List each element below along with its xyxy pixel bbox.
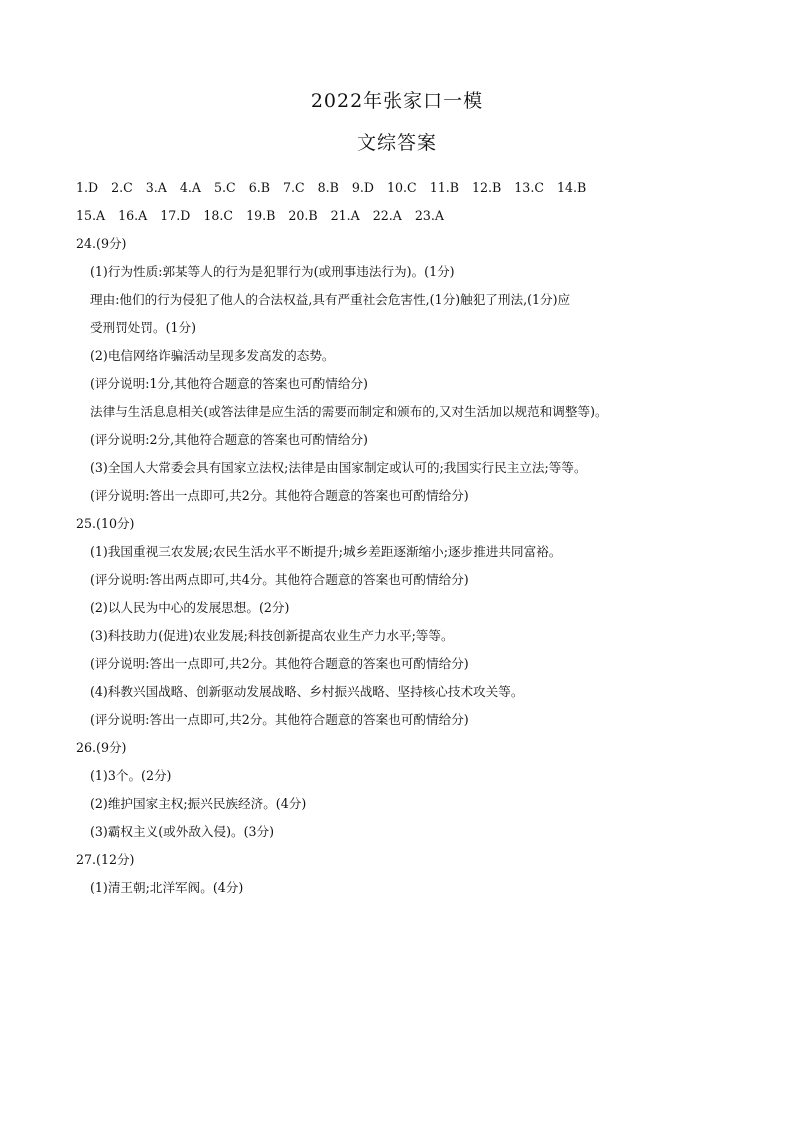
answer-line: (4)科教兴国战略、创新驱动发展战略、乡村振兴战略、坚持核心技术攻关等。 [90,684,524,699]
choice-answer: 23.A [414,208,445,223]
answer-line: (3)科技助力(促进)农业发展;科技创新提高农业生产力水平;等等。 [90,628,454,643]
answer-line: (2)以人民为中心的发展思想。(2分) [90,600,290,615]
choice-answer: 19.B [246,208,276,223]
choice-answer: 6.B [248,180,270,195]
choice-answer: 4.A [179,180,202,195]
answer-line: 法律与生活息息相关(或答法律是应生活的需要而制定和颁布的,又对生活加以规范和调整等)。 [90,404,608,419]
choice-answer: 8.B [317,180,339,195]
choice-answer: 14.B [556,180,587,195]
answer-line: (2)电信网络诈骗活动呈现多发高发的态势。 [90,348,335,363]
answer-line: (1)行为性质:郭某等人的行为是犯罪行为(或刑事违法行为)。(1分) [90,264,455,279]
answer-line: (1)3个。(2分) [90,768,172,783]
choice-answer: 13.C [514,180,544,195]
answer-content [76,174,726,902]
scoring-note: (评分说明:答出一点即可,共2分。其他符合题意的答案也可酌情给分) [90,488,469,503]
choice-answer: 20.B [288,208,318,223]
choice-answers-row-2 [76,202,726,230]
choice-answer: 9.D [351,180,375,195]
answer-line: (3)霸权主义(或外敌入侵)。(3分) [90,824,275,839]
choice-answer: 18.C [203,208,234,223]
answer-line: 受刑罚处罚。(1分) [90,320,196,335]
choice-answer: 5.C [214,180,236,195]
choice-answer: 11.B [429,180,459,195]
choice-answer: 7.C [282,180,305,195]
answer-line: (1)清王朝;北洋军阀。(4分) [90,880,244,895]
question-24-heading: 24.(9分) [76,236,127,251]
page-title: 2022年张家口一模 [310,90,484,112]
scoring-note: (评分说明:1分,其他符合题意的答案也可酌情给分) [90,376,368,391]
scoring-note: (评分说明:2分,其他符合题意的答案也可酌情给分) [90,432,368,447]
page-subtitle: 文综答案 [356,132,437,154]
choice-answer: 12.B [472,180,502,195]
choice-answer: 16.A [118,208,148,223]
choice-answer: 1.D [76,180,99,195]
scoring-note: (评分说明:答出一点即可,共2分。其他符合题意的答案也可酌情给分) [90,656,469,671]
choice-answer: 21.A [330,208,360,223]
scoring-note: (评分说明:答出两点即可,共4分。其他符合题意的答案也可酌情给分) [90,572,469,587]
choice-answer: 22.A [372,208,402,223]
choice-answer: 3.A [145,180,167,195]
choice-answer: 10.C [387,180,417,195]
answer-line: 理由:他们的行为侵犯了他人的合法权益,具有严重社会危害性,(1分)触犯了刑法,(1分)应 [90,292,571,307]
choice-answers-row-1 [76,174,726,202]
answer-line: (2)维护国家主权;振兴民族经济。(4分) [90,796,307,811]
question-27-heading: 27.(12分) [76,852,135,867]
answer-line: (3)全国人大常委会具有国家立法权;法律是由国家制定或认可的;我国实行民主立法;等等。 [90,460,587,475]
choice-answer: 15.A [76,208,106,223]
answer-line: (1)我国重视三农发展;农民生活水平不断提升;城乡差距逐渐缩小;逐步推进共同富裕。 [90,544,562,559]
question-25-heading: 25.(10分) [76,516,135,531]
choice-answer: 2.C [111,180,133,195]
question-26-heading: 26.(9分) [76,740,127,755]
choice-answer: 17.D [160,208,191,223]
scoring-note: (评分说明:答出一点即可,共2分。其他符合题意的答案也可酌情给分) [90,712,469,727]
